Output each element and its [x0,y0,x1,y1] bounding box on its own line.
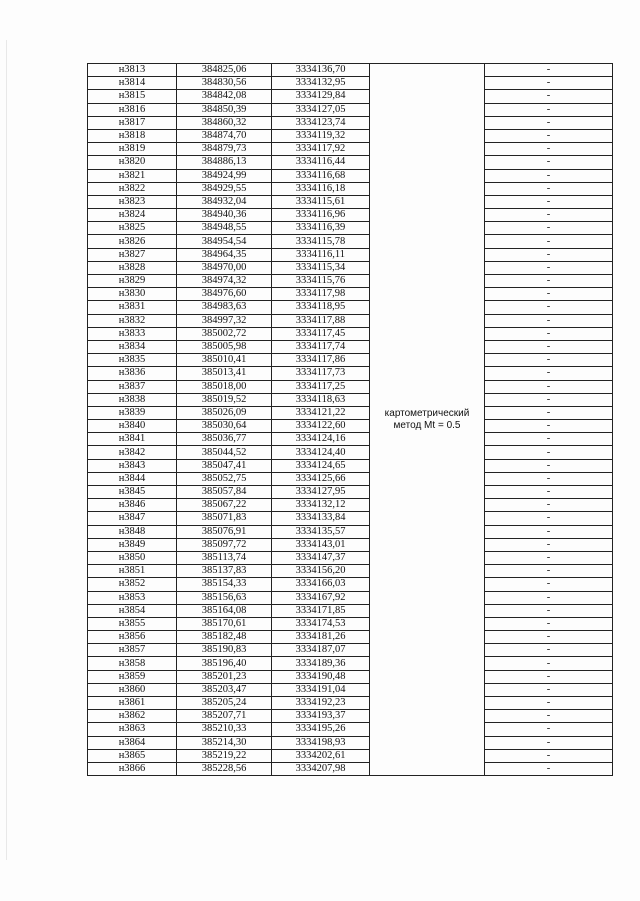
description-cell: - [485,551,613,564]
x-coordinate-cell: 385026,09 [177,406,272,419]
y-coordinate-cell: 3334192,23 [272,697,370,710]
description-cell: - [485,433,613,446]
y-coordinate-cell: 3334115,61 [272,195,370,208]
coordinates-table-body [88,64,613,776]
table-row [88,222,613,235]
point-id-cell: н3827 [88,248,177,261]
point-id-cell: н3830 [88,288,177,301]
table-row [88,644,613,657]
x-coordinate-cell: 384924,99 [177,169,272,182]
point-id-cell: н3862 [88,710,177,723]
y-coordinate-cell: 3334117,25 [272,380,370,393]
table-row [88,327,613,340]
x-coordinate-cell: 384860,32 [177,116,272,129]
point-id-cell: н3846 [88,499,177,512]
description-cell: - [485,697,613,710]
description-cell: - [485,578,613,591]
y-coordinate-cell: 3334117,92 [272,143,370,156]
table-row [88,512,613,525]
x-coordinate-cell: 385071,83 [177,512,272,525]
x-coordinate-cell: 385190,83 [177,644,272,657]
y-coordinate-cell: 3334195,26 [272,723,370,736]
description-cell: - [485,248,613,261]
point-id-cell: н3833 [88,327,177,340]
x-coordinate-cell: 384830,56 [177,77,272,90]
y-coordinate-cell: 3334167,92 [272,591,370,604]
y-coordinate-cell: 3334117,73 [272,367,370,380]
y-coordinate-cell: 3334136,70 [272,64,370,77]
y-coordinate-cell: 3334174,53 [272,617,370,630]
description-cell: - [485,275,613,288]
y-coordinate-cell: 3334191,04 [272,683,370,696]
point-id-cell: н3834 [88,340,177,353]
y-coordinate-cell: 3334132,95 [272,77,370,90]
y-coordinate-cell: 3334125,66 [272,472,370,485]
point-id-cell: н3841 [88,433,177,446]
table-row [88,406,613,419]
description-cell: - [485,723,613,736]
x-coordinate-cell: 385170,61 [177,617,272,630]
y-coordinate-cell: 3334116,39 [272,222,370,235]
table-row [88,354,613,367]
coordinates-table [87,63,613,776]
description-cell: - [485,406,613,419]
description-cell: - [485,591,613,604]
point-id-cell: н3824 [88,209,177,222]
table-row [88,77,613,90]
table-row [88,235,613,248]
description-cell: - [485,169,613,182]
table-row [88,578,613,591]
point-id-cell: н3849 [88,538,177,551]
description-cell: - [485,710,613,723]
point-id-cell: н3864 [88,736,177,749]
y-coordinate-cell: 3334190,48 [272,670,370,683]
x-coordinate-cell: 385196,40 [177,657,272,670]
description-cell: - [485,736,613,749]
point-id-cell: н3813 [88,64,177,77]
description-cell: - [485,393,613,406]
y-coordinate-cell: 3334117,88 [272,314,370,327]
table-row [88,275,613,288]
y-coordinate-cell: 3334181,26 [272,631,370,644]
point-id-cell: н3814 [88,77,177,90]
point-id-cell: н3851 [88,565,177,578]
point-id-cell: н3821 [88,169,177,182]
table-row [88,116,613,129]
table-row [88,472,613,485]
y-coordinate-cell: 3334147,37 [272,551,370,564]
table-row [88,723,613,736]
point-id-cell: н3855 [88,617,177,630]
table-row [88,261,613,274]
description-cell: - [485,340,613,353]
point-id-cell: н3829 [88,275,177,288]
y-coordinate-cell: 3334127,95 [272,486,370,499]
method-text: картометрический метод Mt = 0.5 [384,407,470,431]
description-cell: - [485,749,613,762]
x-coordinate-cell: 384842,08 [177,90,272,103]
point-id-cell: н3840 [88,420,177,433]
y-coordinate-cell: 3334198,93 [272,736,370,749]
y-coordinate-cell: 3334166,03 [272,578,370,591]
table-row [88,604,613,617]
y-coordinate-cell: 3334115,34 [272,261,370,274]
y-coordinate-cell: 3334189,36 [272,657,370,670]
description-cell: - [485,90,613,103]
description-cell: - [485,367,613,380]
point-id-cell: н3823 [88,195,177,208]
point-id-cell: н3857 [88,644,177,657]
x-coordinate-cell: 385018,00 [177,380,272,393]
table-row [88,459,613,472]
y-coordinate-cell: 3334187,07 [272,644,370,657]
x-coordinate-cell: 384976,60 [177,288,272,301]
table-row [88,209,613,222]
description-cell: - [485,77,613,90]
point-id-cell: н3850 [88,551,177,564]
table-row [88,393,613,406]
description-cell: - [485,143,613,156]
table-row [88,433,613,446]
table-row [88,340,613,353]
table-row [88,64,613,77]
scan-edge-line [6,40,7,860]
point-id-cell: н3822 [88,182,177,195]
description-cell: - [485,420,613,433]
table-row [88,314,613,327]
x-coordinate-cell: 384940,36 [177,209,272,222]
point-id-cell: н3839 [88,406,177,419]
point-id-cell: н3842 [88,446,177,459]
point-id-cell: н3856 [88,631,177,644]
table-row [88,697,613,710]
table-row [88,169,613,182]
table-row [88,486,613,499]
description-cell: - [485,604,613,617]
point-id-cell: н3815 [88,90,177,103]
description-cell: - [485,512,613,525]
point-id-cell: н3819 [88,143,177,156]
x-coordinate-cell: 385076,91 [177,525,272,538]
point-id-cell: н3847 [88,512,177,525]
x-coordinate-cell: 384879,73 [177,143,272,156]
y-coordinate-cell: 3334122,60 [272,420,370,433]
point-id-cell: н3820 [88,156,177,169]
description-cell: - [485,116,613,129]
point-id-cell: н3865 [88,749,177,762]
description-cell: - [485,459,613,472]
table-row [88,367,613,380]
y-coordinate-cell: 3334127,05 [272,103,370,116]
table-row [88,129,613,142]
x-coordinate-cell: 384964,35 [177,248,272,261]
table-row [88,182,613,195]
description-cell: - [485,762,613,775]
y-coordinate-cell: 3334119,32 [272,129,370,142]
y-coordinate-cell: 3334207,98 [272,762,370,775]
x-coordinate-cell: 384970,00 [177,261,272,274]
y-coordinate-cell: 3334123,74 [272,116,370,129]
x-coordinate-cell: 385210,33 [177,723,272,736]
point-id-cell: н3848 [88,525,177,538]
description-cell: - [485,103,613,116]
point-id-cell: н3843 [88,459,177,472]
description-cell: - [485,499,613,512]
description-cell: - [485,525,613,538]
description-cell: - [485,222,613,235]
x-coordinate-cell: 384825,06 [177,64,272,77]
method-cell [370,64,485,776]
y-coordinate-cell: 3334202,61 [272,749,370,762]
y-coordinate-cell: 3334116,68 [272,169,370,182]
description-cell: - [485,538,613,551]
point-id-cell: н3816 [88,103,177,116]
x-coordinate-cell: 385097,72 [177,538,272,551]
table-row [88,525,613,538]
y-coordinate-cell: 3334129,84 [272,90,370,103]
x-coordinate-cell: 385164,08 [177,604,272,617]
x-coordinate-cell: 385201,23 [177,670,272,683]
description-cell: - [485,182,613,195]
point-id-cell: н3832 [88,314,177,327]
table-row [88,143,613,156]
description-cell: - [485,644,613,657]
table-row [88,499,613,512]
description-cell: - [485,354,613,367]
point-id-cell: н3844 [88,472,177,485]
x-coordinate-cell: 384948,55 [177,222,272,235]
description-cell: - [485,657,613,670]
point-id-cell: н3861 [88,697,177,710]
table-row [88,248,613,261]
x-coordinate-cell: 385052,75 [177,472,272,485]
description-cell: - [485,670,613,683]
point-id-cell: н3866 [88,762,177,775]
table-row [88,288,613,301]
x-coordinate-cell: 385219,22 [177,749,272,762]
point-id-cell: н3845 [88,486,177,499]
y-coordinate-cell: 3334193,37 [272,710,370,723]
y-coordinate-cell: 3334124,16 [272,433,370,446]
point-id-cell: н3863 [88,723,177,736]
point-id-cell: н3860 [88,683,177,696]
x-coordinate-cell: 385154,33 [177,578,272,591]
point-id-cell: н3831 [88,301,177,314]
x-coordinate-cell: 385002,72 [177,327,272,340]
y-coordinate-cell: 3334171,85 [272,604,370,617]
x-coordinate-cell: 385047,41 [177,459,272,472]
table-row [88,670,613,683]
x-coordinate-cell: 385228,56 [177,762,272,775]
y-coordinate-cell: 3334118,63 [272,393,370,406]
x-coordinate-cell: 384874,70 [177,129,272,142]
x-coordinate-cell: 385156,63 [177,591,272,604]
y-coordinate-cell: 3334132,12 [272,499,370,512]
x-coordinate-cell: 385057,84 [177,486,272,499]
y-coordinate-cell: 3334116,44 [272,156,370,169]
table-row [88,156,613,169]
y-coordinate-cell: 3334117,45 [272,327,370,340]
description-cell: - [485,631,613,644]
table-row [88,631,613,644]
point-id-cell: н3817 [88,116,177,129]
point-id-cell: н3854 [88,604,177,617]
description-cell: - [485,446,613,459]
table-row [88,380,613,393]
y-coordinate-cell: 3334156,20 [272,565,370,578]
table-row [88,90,613,103]
y-coordinate-cell: 3334124,40 [272,446,370,459]
table-row [88,657,613,670]
x-coordinate-cell: 385205,24 [177,697,272,710]
description-cell: - [485,156,613,169]
point-id-cell: н3828 [88,261,177,274]
description-cell: - [485,301,613,314]
y-coordinate-cell: 3334116,11 [272,248,370,261]
point-id-cell: н3853 [88,591,177,604]
y-coordinate-cell: 3334143,01 [272,538,370,551]
x-coordinate-cell: 385203,47 [177,683,272,696]
x-coordinate-cell: 384954,54 [177,235,272,248]
table-row [88,591,613,604]
y-coordinate-cell: 3334115,78 [272,235,370,248]
y-coordinate-cell: 3334133,84 [272,512,370,525]
x-coordinate-cell: 384974,32 [177,275,272,288]
point-id-cell: н3858 [88,657,177,670]
y-coordinate-cell: 3334121,22 [272,406,370,419]
table-row [88,420,613,433]
point-id-cell: н3835 [88,354,177,367]
x-coordinate-cell: 385030,64 [177,420,272,433]
point-id-cell: н3826 [88,235,177,248]
description-cell: - [485,314,613,327]
point-id-cell: н3836 [88,367,177,380]
x-coordinate-cell: 385113,74 [177,551,272,564]
description-cell: - [485,64,613,77]
description-cell: - [485,235,613,248]
y-coordinate-cell: 3334116,18 [272,182,370,195]
point-id-cell: н3818 [88,129,177,142]
description-cell: - [485,261,613,274]
description-cell: - [485,683,613,696]
description-cell: - [485,288,613,301]
description-cell: - [485,129,613,142]
x-coordinate-cell: 384997,32 [177,314,272,327]
x-coordinate-cell: 385067,22 [177,499,272,512]
x-coordinate-cell: 385137,83 [177,565,272,578]
y-coordinate-cell: 3334118,95 [272,301,370,314]
point-id-cell: н3859 [88,670,177,683]
x-coordinate-cell: 384983,63 [177,301,272,314]
coordinates-table-wrap [87,63,607,776]
x-coordinate-cell: 385013,41 [177,367,272,380]
table-row [88,749,613,762]
x-coordinate-cell: 385036,77 [177,433,272,446]
x-coordinate-cell: 385010,41 [177,354,272,367]
description-cell: - [485,486,613,499]
x-coordinate-cell: 385214,30 [177,736,272,749]
x-coordinate-cell: 384886,13 [177,156,272,169]
y-coordinate-cell: 3334116,96 [272,209,370,222]
description-cell: - [485,327,613,340]
table-row [88,446,613,459]
table-row [88,683,613,696]
x-coordinate-cell: 385044,52 [177,446,272,459]
point-id-cell: н3838 [88,393,177,406]
table-row [88,538,613,551]
point-id-cell: н3825 [88,222,177,235]
table-row [88,710,613,723]
x-coordinate-cell: 385207,71 [177,710,272,723]
point-id-cell: н3837 [88,380,177,393]
x-coordinate-cell: 385019,52 [177,393,272,406]
description-cell: - [485,209,613,222]
y-coordinate-cell: 3334117,98 [272,288,370,301]
y-coordinate-cell: 3334135,57 [272,525,370,538]
x-coordinate-cell: 384932,04 [177,195,272,208]
table-row [88,301,613,314]
x-coordinate-cell: 385005,98 [177,340,272,353]
point-id-cell: н3852 [88,578,177,591]
description-cell: - [485,472,613,485]
table-row [88,103,613,116]
y-coordinate-cell: 3334117,74 [272,340,370,353]
description-cell: - [485,617,613,630]
description-cell: - [485,380,613,393]
table-row [88,565,613,578]
x-coordinate-cell: 384929,55 [177,182,272,195]
description-cell: - [485,565,613,578]
y-coordinate-cell: 3334117,86 [272,354,370,367]
table-row [88,551,613,564]
table-row [88,736,613,749]
table-row [88,617,613,630]
table-row [88,195,613,208]
y-coordinate-cell: 3334115,76 [272,275,370,288]
table-row [88,762,613,775]
x-coordinate-cell: 384850,39 [177,103,272,116]
y-coordinate-cell: 3334124,65 [272,459,370,472]
description-cell: - [485,195,613,208]
x-coordinate-cell: 385182,48 [177,631,272,644]
